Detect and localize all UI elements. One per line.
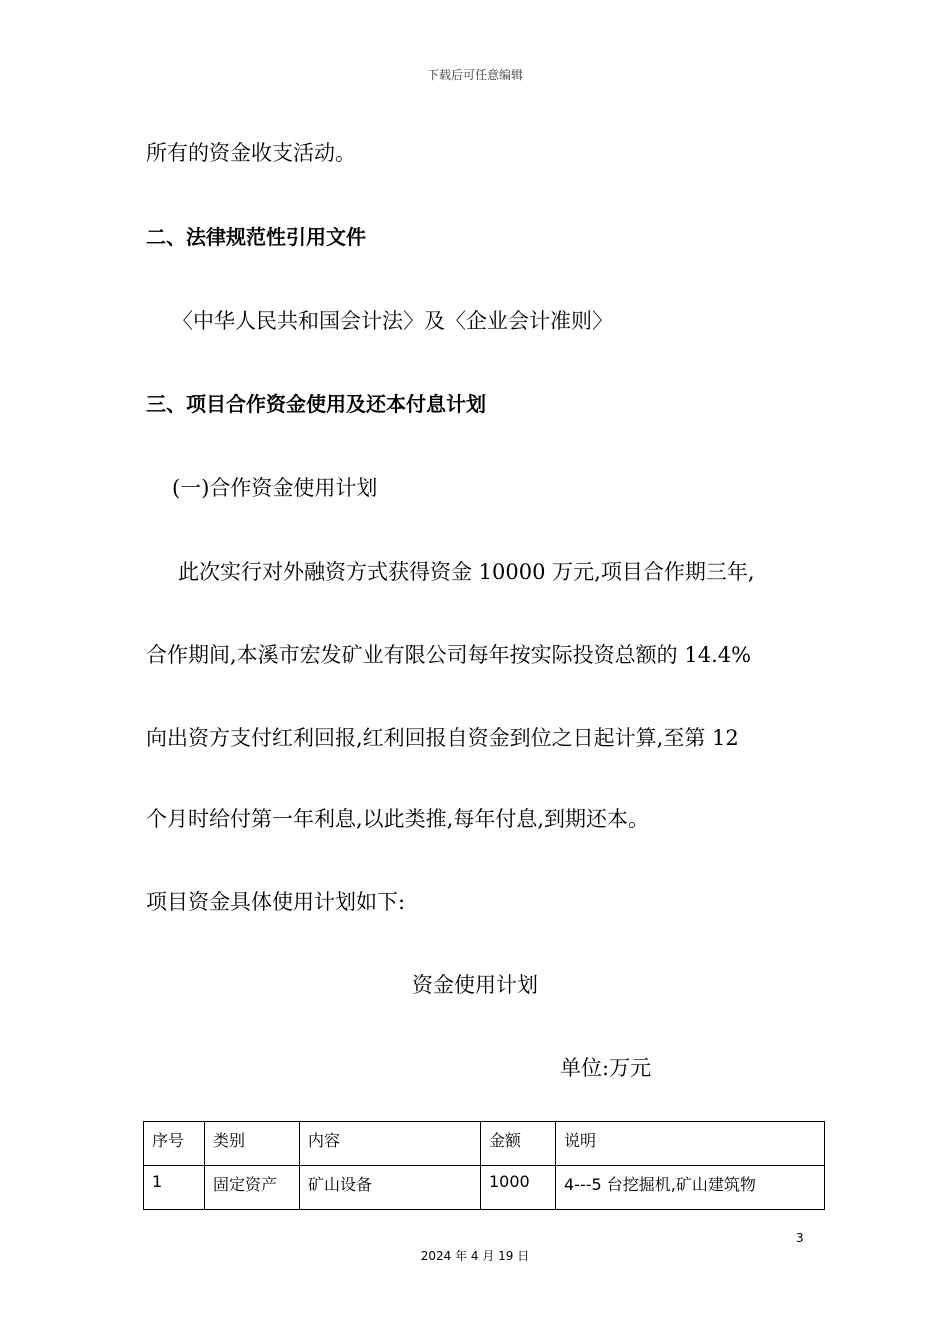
paragraph-line: 个月时给付第一年利息,以此类推,每年付息,到期还本。: [146, 807, 650, 831]
section-heading-2: 二、法律规范性引用文件: [146, 225, 366, 249]
section-heading-3: 三、项目合作资金使用及还本付息计划: [146, 392, 486, 416]
table-row: [144, 1166, 825, 1210]
footer-date: 2024 年 4 月 19 日: [420, 1249, 530, 1263]
table-title: 资金使用计划: [412, 973, 538, 997]
unit-label: 单位:万元: [560, 1056, 652, 1080]
col-header-amount: 金额: [481, 1122, 556, 1166]
cell-amount: 1000: [481, 1166, 556, 1210]
paragraph-line: 此次实行对外融资方式获得资金 10000 万元,项目合作期三年,: [178, 560, 755, 584]
col-header-content: 内容: [300, 1122, 481, 1166]
paragraph-line: 向出资方支付红利回报,红利回报自资金到位之日起计算,至第 12: [146, 726, 739, 750]
funding-plan-table: [143, 1121, 825, 1210]
col-header-notes: 说明: [556, 1122, 825, 1166]
cell-category: 固定资产: [205, 1166, 300, 1210]
body-line: 所有的资金收支活动。: [146, 141, 356, 165]
cell-content: 矿山设备: [300, 1166, 481, 1210]
reference-docs: 〈中华人民共和国会计法〉及〈企业会计准则〉: [172, 309, 613, 333]
cell-notes: 4---5 台挖掘机,矿山建筑物: [556, 1166, 825, 1210]
paragraph-line: 合作期间,本溪市宏发矿业有限公司每年按实际投资总额的 14.4%: [146, 643, 752, 667]
plan-intro: 项目资金具体使用计划如下:: [146, 890, 406, 914]
header-note: 下载后可任意编辑: [426, 68, 523, 82]
col-header-index: 序号: [144, 1122, 205, 1166]
subsection-heading: (一)合作资金使用计划: [172, 476, 378, 500]
col-header-category: 类别: [205, 1122, 300, 1166]
page-number: 3: [796, 1231, 804, 1245]
table-header-row: [144, 1122, 825, 1166]
cell-index: 1: [144, 1166, 205, 1210]
